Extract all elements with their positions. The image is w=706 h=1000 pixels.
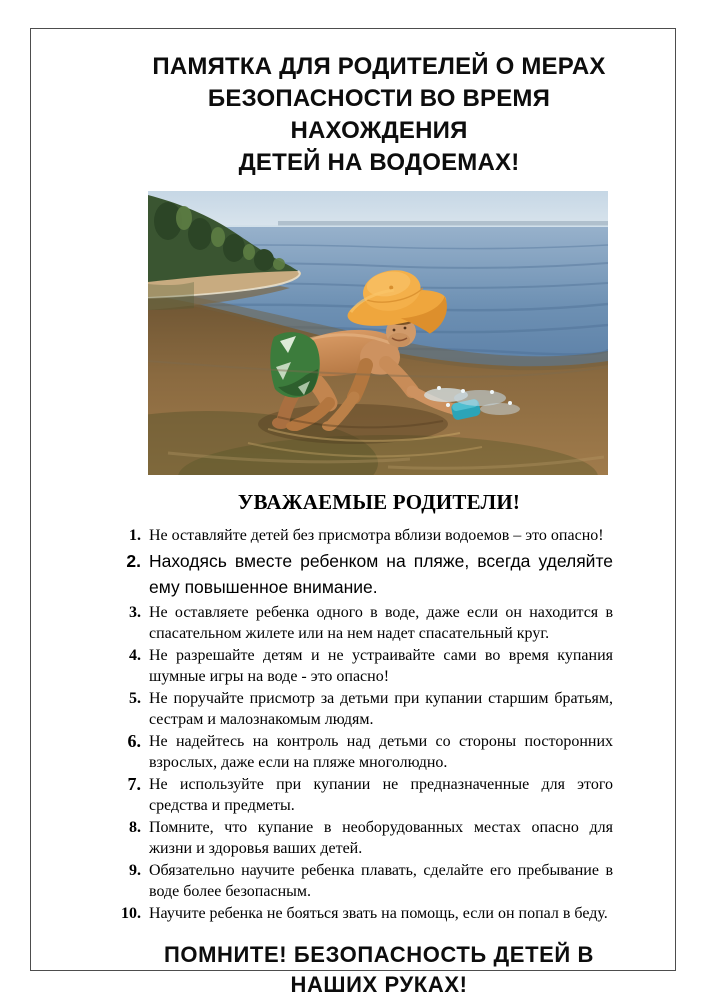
list-item	[113, 860, 613, 902]
list-item	[113, 731, 613, 773]
boy-trunks	[270, 332, 319, 398]
list-item-number: 8.	[129, 819, 141, 836]
document-title	[117, 51, 641, 179]
list-item	[113, 548, 613, 600]
list-item	[113, 602, 613, 644]
safety-rules-list	[113, 525, 613, 924]
list-item-text: Не оставляете ребенка одного в воде, даже если он находится в спасательном жилете или на нем надет спасательный круг.	[149, 604, 613, 642]
list-item-text: Не оставляйте детей без присмотра вблизи водоемов – это опасно!	[149, 527, 604, 544]
list-item	[113, 903, 613, 924]
list-item-number: 2.	[126, 551, 141, 571]
list-item-text: Научите ребенка не бояться звать на помощь, если он попал в беду.	[149, 905, 608, 922]
list-item-number: 10.	[121, 905, 141, 922]
list-item	[113, 525, 613, 546]
list-item	[113, 817, 613, 859]
slogan-line-1: ПОМНИТЕ! БЕЗОПАСНОСТЬ ДЕТЕЙ В	[163, 942, 594, 967]
title-line-2: БЕЗОПАСНОСТИ ВО ВРЕМЯ НАХОЖДЕНИЯ	[207, 85, 551, 144]
list-item-number: 5.	[129, 690, 141, 707]
list-item-number: 1.	[129, 527, 141, 544]
salutation-heading: УВАЖАЕМЫЕ РОДИТЕЛИ!	[237, 490, 521, 514]
list-item	[113, 688, 613, 730]
closing-slogan	[117, 940, 641, 1000]
list-item-number: 4.	[129, 647, 141, 664]
list-item-number: 3.	[129, 604, 141, 621]
list-item	[113, 774, 613, 816]
page-frame	[30, 28, 676, 997]
list-item-text: Находясь вместе ребенком на пляже, всегда уделяйте ему повышенное внимание.	[149, 551, 613, 597]
beach-photo-art	[148, 191, 608, 475]
list-item-text: Не разрешайте детям и не устраивайте сами во время купания шумные игры на воде - это опасно!	[149, 647, 613, 685]
list-item-text: Не используйте при купании не предназначенные для этого средства и предметы.	[149, 776, 613, 814]
title-line-3: ДЕТЕЙ НА ВОДОЕМАХ!	[238, 149, 520, 176]
title-line-1: ПАМЯТКА ДЛЯ РОДИТЕЛЕЙ О МЕРАХ	[152, 53, 606, 80]
list-item-text: Помните, что купание в необорудованных местах опасно для жизни и здоровья ваших детей.	[149, 819, 613, 857]
list-item-text: Не поручайте присмотр за детьми при купании старшим братьям, сестрам и малознакомым людям.	[149, 690, 613, 728]
list-item-number: 6.	[127, 731, 141, 751]
list-item-number: 9.	[129, 862, 141, 879]
beach-photo	[148, 191, 608, 475]
list-item-number: 7.	[127, 774, 141, 794]
tree-reflection	[148, 282, 194, 310]
slogan-line-2: НАШИХ РУКАХ!	[290, 972, 468, 997]
list-item-text: Не надейтесь на контроль над детьми со стороны посторонних взрослых, даже если на пляже многолюдно.	[149, 733, 613, 771]
list-item	[113, 645, 613, 687]
list-item-text: Обязательно научите ребенка плавать, сделайте его пребывание в воде более безопасным.	[149, 862, 613, 900]
